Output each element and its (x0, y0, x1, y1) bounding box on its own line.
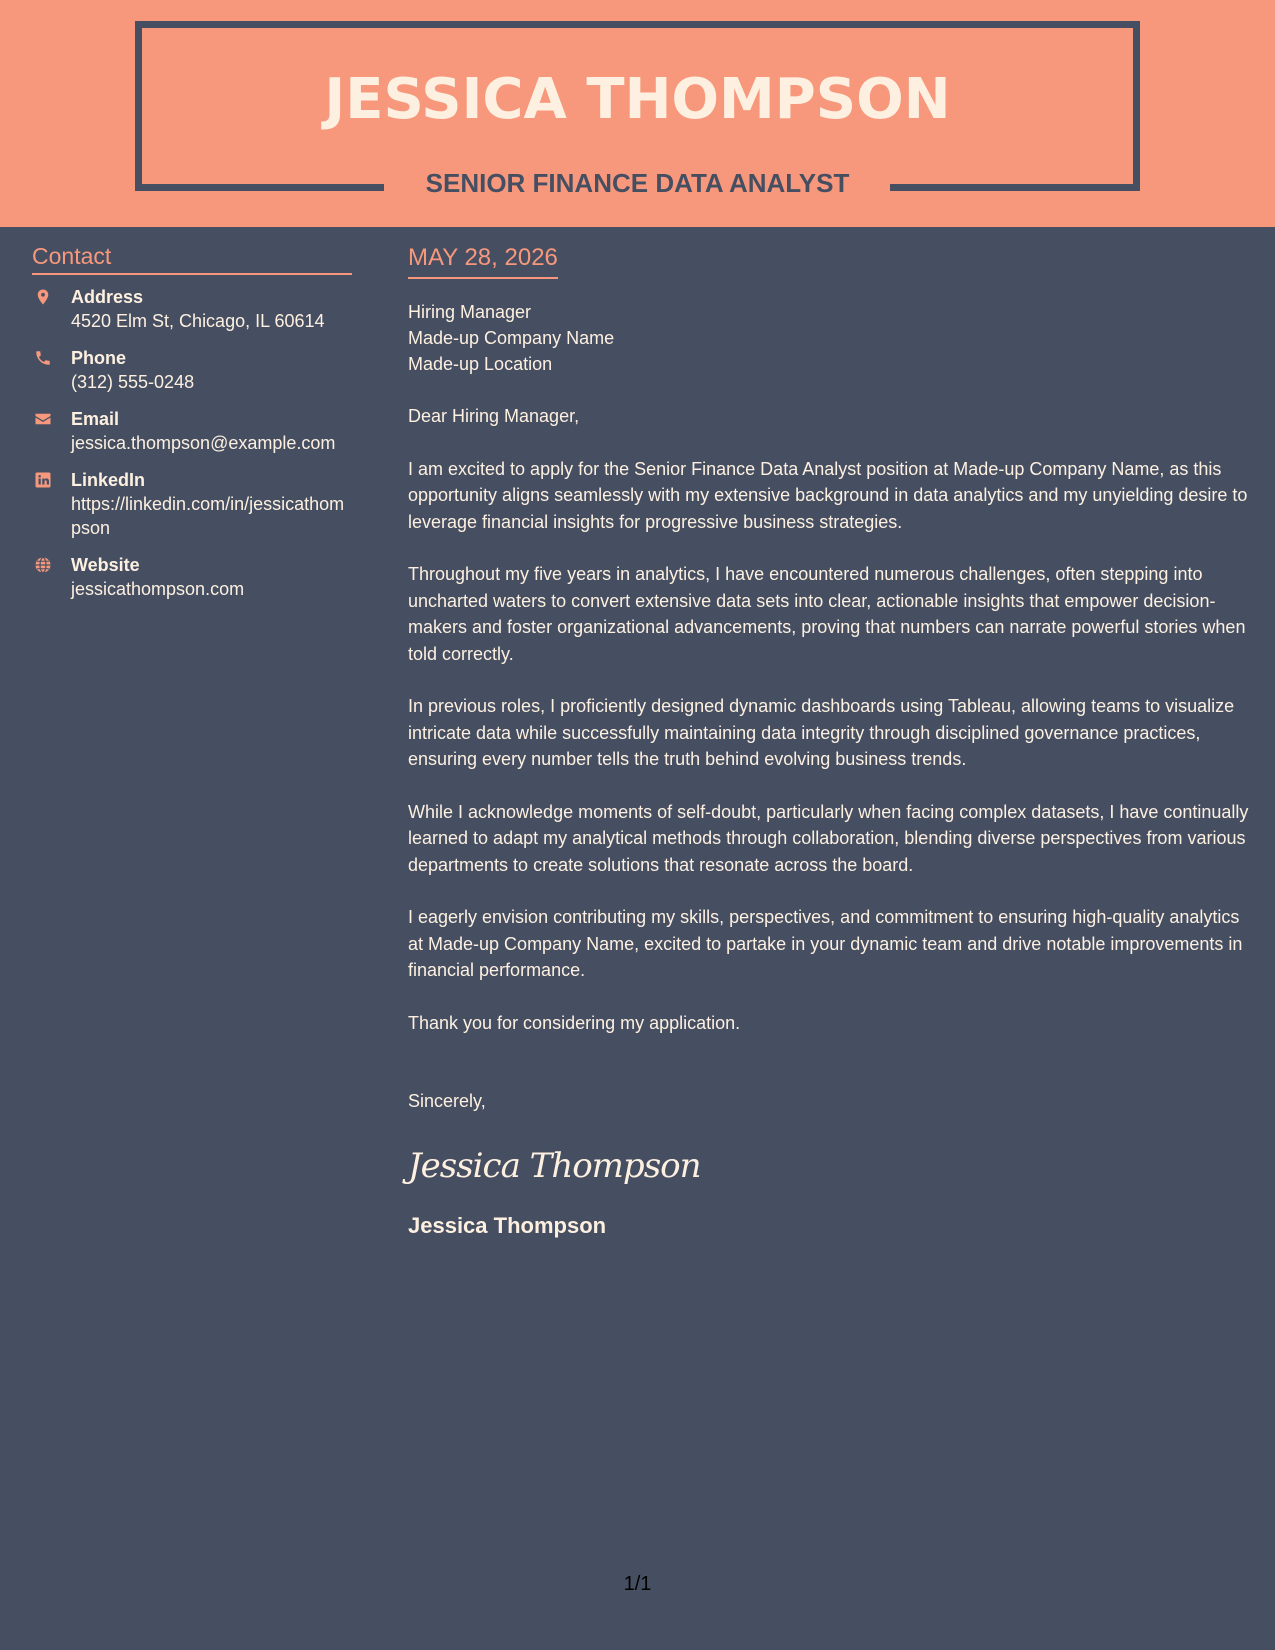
contact-value: 4520 Elm St, Chicago, IL 60614 (71, 311, 325, 331)
page-number: 1/1 (623, 1573, 652, 1595)
body-paragraph: I am excited to apply for the Senior Finance Data Analyst position at Made-up Company Name, as this opportunity aligns seamlessly with my extensive background in data analytics and my unyielding desire to leverage financial insights for progressive business strategies. (408, 458, 1248, 532)
body-paragraph: Throughout my five years in analytics, I have encountered numerous challenges, often stepping into uncharted waters to convert extensive data sets into clear, actionable insights that empower decision-makers and foster organizational advancements, proving that numbers can narrate powerful stories when told correctly. (408, 564, 1246, 664)
map-pin-icon (34, 288, 52, 306)
contact-item-linkedin (32, 468, 352, 540)
letter-date: MAY 28, 2026 (408, 243, 558, 279)
thank-you-line: Thank you for considering my application. (408, 1012, 741, 1033)
header-banner (0, 0, 1275, 227)
website-link[interactable]: jessicathompson.com (71, 579, 245, 599)
contact-item-email (32, 407, 352, 455)
contact-item-address (32, 285, 352, 333)
contact-label: Phone (71, 348, 127, 368)
contact-label: Email (71, 409, 120, 429)
job-title: SENIOR FINANCE DATA ANALYST (425, 168, 850, 198)
envelope-icon (34, 410, 52, 428)
contact-item-phone (32, 346, 352, 394)
contact-label: Address (71, 287, 144, 307)
globe-icon (34, 556, 52, 574)
body-paragraph: In previous roles, I proficiently designed dynamic dashboards using Tableau, allowing teams to visualize intricate data while successfully maintaining data integrity through disciplined governance practices, ensuring every number tells the truth behind evolving business trends. (408, 696, 1235, 769)
body-paragraph: I eagerly envision contributing my skills, perspectives, and commitment to ensuring high-quality analytics at Made-up Company Name, excited to partake in your dynamic team and drive notable improvements in financial performance. (408, 907, 1243, 980)
signer-name: Jessica Thompson (408, 1213, 607, 1238)
contact-sidebar (32, 241, 352, 614)
contact-label: LinkedIn (71, 470, 146, 490)
letter-body (408, 243, 1253, 1240)
contact-list (32, 285, 352, 601)
linkedin-icon (34, 471, 52, 489)
phone-icon (34, 349, 52, 367)
linkedin-link[interactable]: https://linkedin.com/in/jessicathompson (71, 494, 345, 538)
body-paragraph: While I acknowledge moments of self-doubt, particularly when facing complex datasets, I have continually learned to adapt my analytical methods through collaboration, blending diverse perspectives from various departments to create solutions that resonate across the board. (408, 801, 1249, 875)
contact-value[interactable] (71, 492, 352, 540)
salutation: Dear Hiring Manager, (408, 406, 580, 426)
recipient-line: Hiring Manager (408, 302, 532, 322)
recipient-block (408, 299, 1253, 377)
contact-value: (312) 555-0248 (71, 372, 195, 392)
applicant-name: JESSICA THOMPSON (324, 67, 951, 132)
contact-heading: Contact (32, 241, 352, 275)
email-link[interactable]: jessica.thompson@example.com (71, 433, 336, 453)
closing: Sincerely, (408, 1091, 486, 1111)
recipient-line: Made-up Location (408, 354, 553, 374)
contact-value[interactable] (71, 431, 352, 455)
signature: Jessica Thompson (408, 1146, 701, 1186)
contact-item-website (32, 553, 352, 601)
contact-value[interactable] (71, 577, 352, 601)
recipient-line: Made-up Company Name (408, 328, 615, 348)
contact-label: Website (71, 555, 140, 575)
